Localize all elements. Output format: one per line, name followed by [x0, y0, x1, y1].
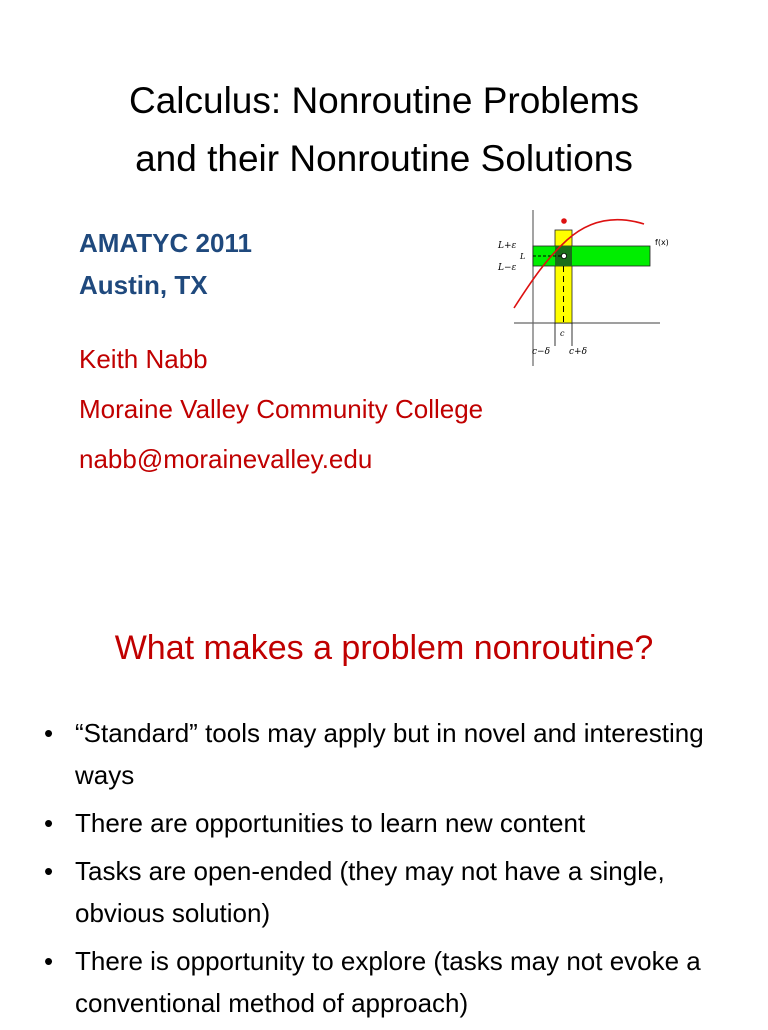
author-institution: Moraine Valley Community College [79, 394, 484, 424]
epsilon-delta-diagram [492, 208, 672, 366]
question-slide [0, 600, 768, 1024]
limit-hole [561, 253, 566, 258]
title-line-1: Calculus: Nonroutine Problems [128, 80, 639, 121]
bullet-marker: • [44, 856, 54, 886]
bullet-text: There are opportunities to learn new content [75, 808, 586, 838]
bullet-marker: • [44, 946, 54, 976]
bullet-text: “Standard” tools may apply but in novel and interesting ways [75, 718, 704, 790]
bullet-list [44, 712, 744, 1030]
c-minus-delta-label: c−δ [532, 347, 550, 357]
fx-label: f(x) [655, 238, 669, 247]
presentation-title [0, 72, 768, 188]
conference-name: AMATYC 2011 [79, 228, 252, 258]
l-plus-epsilon-label: L+ε [498, 241, 517, 251]
bullet-text: There is opportunity to explore (tasks may not evoke a conventional method of approach) [75, 946, 701, 1018]
l-label: L [520, 252, 526, 261]
list-item [44, 940, 744, 1024]
bullet-text: Tasks are open-ended (they may not have a single, obvious solution) [75, 856, 665, 928]
title-line-2: and their Nonroutine Solutions [135, 138, 633, 179]
author-email[interactable]: nabb@morainevalley.edu [79, 444, 373, 474]
author-name: Keith Nabb [79, 344, 208, 374]
slide-title: What makes a problem nonroutine? [114, 629, 654, 667]
list-item [44, 712, 744, 796]
function-value-dot [561, 218, 567, 224]
conference-block [79, 222, 252, 306]
conference-location: Austin, TX [79, 270, 208, 300]
c-label: c [560, 329, 565, 338]
list-item [44, 802, 744, 844]
bullet-marker: • [44, 718, 54, 748]
bullet-marker: • [44, 808, 54, 838]
c-plus-delta-label: c+δ [569, 347, 587, 357]
list-item [44, 850, 744, 934]
l-minus-epsilon-label: L−ε [498, 263, 517, 273]
author-block [79, 334, 483, 484]
